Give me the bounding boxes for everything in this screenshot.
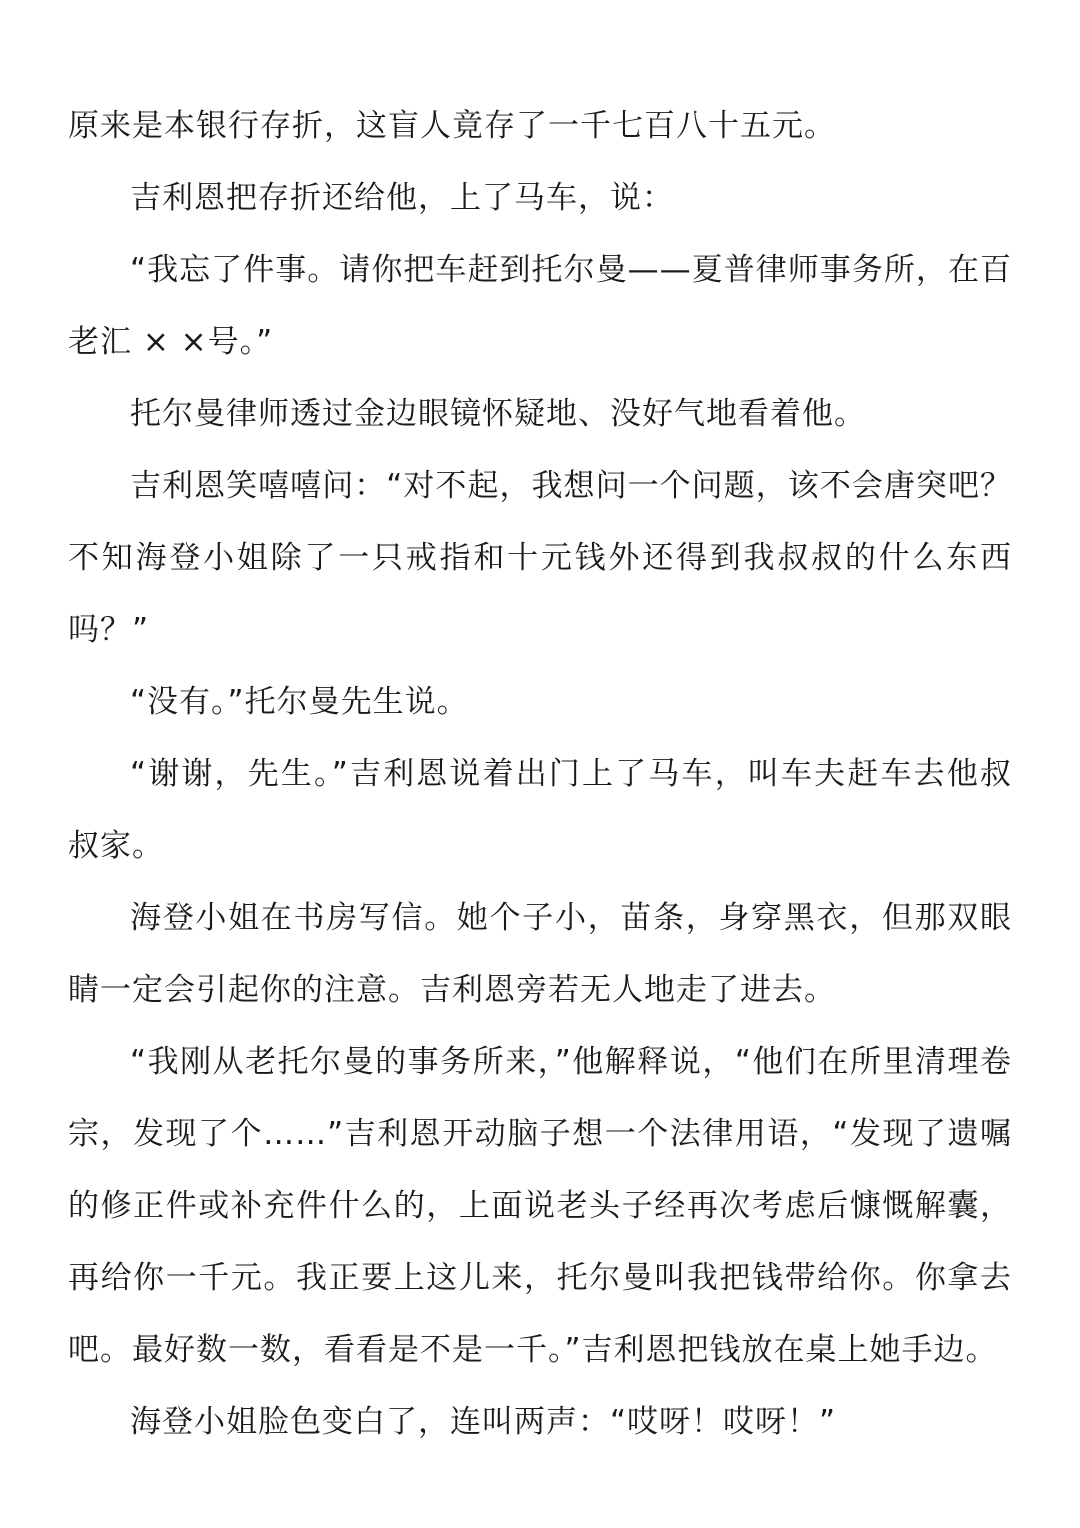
paragraph-2: 吉利恩把存折还给他，上了马车，说：: [130, 180, 674, 216]
paragraph-3: “我忘了件事。请你把车赶到托尔曼——夏普律师事务所，在百老汇 × ×号。”: [68, 252, 1012, 360]
paragraph-1: 原来是本银行存折，这盲人竟存了一千七百八十五元。: [68, 108, 836, 144]
paragraph-6: “没有。”托尔曼先生说。: [130, 684, 469, 720]
paragraph-5: 吉利恩笑嘻嘻问：“对不起，我想问一个问题，该不会唐突吧？不知海登小姐除了一只戒指和十元钱外还得到我叔叔的什么东西吗？”: [68, 468, 1012, 648]
paragraph-10: 海登小姐脸色变白了，连叫两声：“哎呀！哎呀！”: [130, 1404, 837, 1440]
paragraph-7: “谢谢，先生。”吉利恩说着出门上了马车，叫车夫赶车去他叔叔家。: [68, 756, 1012, 864]
paragraph-9: “我刚从老托尔曼的事务所来，”他解释说，“他们在所里清理卷宗，发现了个……”吉利恩开动脑子想一个法律用语，“发现了遗嘱的修正件或补充件什么的，上面说老头子经再次考虑后慷慨解囊，再给你一千元。我正要上这儿来，托尔曼叫我把钱带给你。你拿去吧。最好数一数，看看是不是一千。”吉利恩把钱放在桌上她手边。: [68, 1044, 1012, 1368]
paragraph-8: 海登小姐在书房写信。她个子小，苗条，身穿黑衣，但那双眼睛一定会引起你的注意。吉利恩旁若无人地走了进去。: [68, 900, 1012, 1008]
paragraph-4: 托尔曼律师透过金边眼镜怀疑地、没好气地看着他。: [130, 396, 866, 432]
